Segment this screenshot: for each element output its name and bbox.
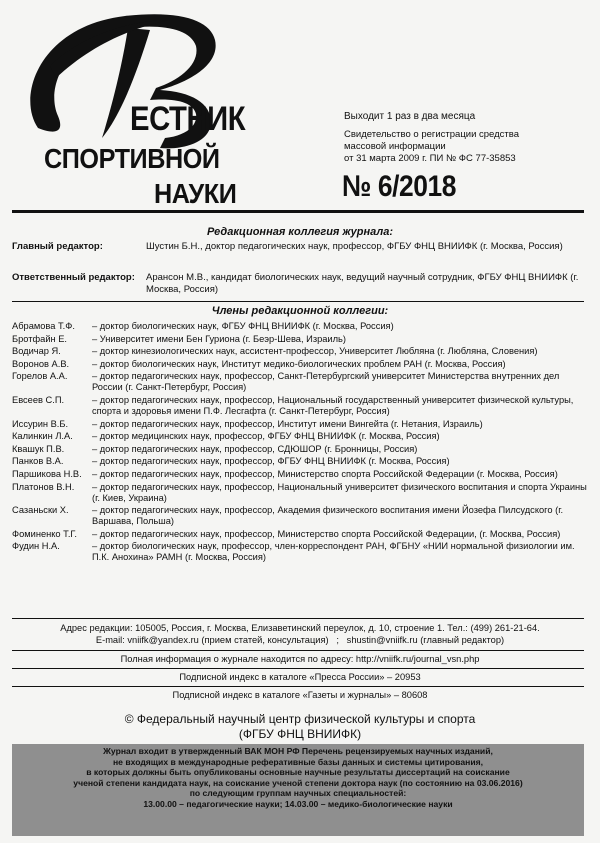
vak-line: Журнал входит в утвержденный ВАК МОН РФ Перечень рецензируемых научных изданий, (103, 746, 493, 756)
member-name: Фоминенко Т.Г. (12, 528, 77, 539)
logo-line-2: СПОРТИВНОЙ (44, 143, 220, 174)
member-affiliation: – доктор педагогических наук, профессор, Министерство спорта Российской Федерации, (г. Москва, Россия) (92, 528, 561, 539)
member-affiliation: – доктор биологических наук, Институт медико-биологических проблем РАН (г. Москва, Россия) (92, 358, 506, 369)
member-affiliation: – доктор педагогических наук, профессор, ФГБУ ФНЦ ВНИИФК (г. Москва, Россия) (92, 456, 450, 467)
member-entry (12, 346, 592, 357)
subscription-index-press-russia: Подписной индекс в каталоге «Пресса России» – 20953 (179, 672, 421, 682)
editorial-board-heading: Редакционная коллегия журнала: (206, 226, 394, 238)
vak-line: ученой степени кандидата наук, на соискание ученой степени доктора наук (по состоянию на 03.06.2016) (73, 777, 523, 788)
editorial-address: Адрес редакции: 105005, Россия, г. Москва, Елизаветинский переулок, д. 10, строение 1. Тел.: (499) 261-21-64. (60, 623, 540, 633)
copyright-line-1: © Федеральный научный центр физической культуры и спорта (124, 712, 476, 726)
copyright-block (0, 712, 600, 742)
member-affiliation: – доктор кинезиологических наук, ассистент-профессор, Университет Любляна (г. Любляна, Словения) (92, 346, 538, 357)
member-name: Евсеев С.П. (12, 394, 65, 405)
member-name: Квашук П.В. (12, 443, 65, 454)
member-entry (12, 482, 592, 504)
member-name: Абрамова Т.Ф. (12, 321, 75, 331)
board-divider (12, 301, 584, 302)
member-affiliation: – доктор педагогических наук, профессор, Национальный университет физического воспитания и спорта Украины (г. Киев, Украина) (92, 481, 587, 503)
member-name: Панков В.А. (12, 456, 64, 467)
member-name: Иссурин В.Б. (12, 418, 69, 429)
logo-line-1: ЕСТНИК (130, 100, 246, 138)
full-info-link: Полная информация о журнале находится по адресу: http://vniifk.ru/journal_vsn.php (120, 654, 480, 664)
member-name: Горелов А.А. (12, 371, 68, 382)
logo-line-3: НАУКИ (154, 178, 237, 209)
publication-frequency: Выходит 1 раз в два месяца (344, 111, 476, 122)
members-divider (12, 618, 584, 619)
executive-editor-text: Арансон М.В., кандидат биологических наук, ведущий научный сотрудник, ФГБУ ФНЦ ВНИИФК (г. Москва, Россия) (146, 272, 579, 295)
journal-logo (10, 6, 310, 209)
member-entry (12, 469, 592, 480)
subscription-index-newspapers: Подписной индекс в каталоге «Газеты и журналы» – 80608 (172, 690, 428, 700)
member-name: Паршикова Н.В. (12, 468, 82, 479)
member-entry (12, 529, 592, 540)
vak-line: 13.00.00 – педагогические науки; 14.03.00 – медико-биологические науки (143, 798, 453, 809)
member-name: Калинкин Л.А. (12, 431, 73, 442)
member-affiliation: – доктор педагогических наук, профессор, Санкт-Петербургский университет Министерства внутренних дел России (г. Санкт-Петербург, Россия) (92, 371, 560, 393)
member-affiliation: – доктор педагогических наук, профессор, Институт имени Вингейта (г. Нетания, Израиль) (92, 418, 483, 429)
member-name: Воронов А.В. (12, 358, 70, 369)
registration-certificate (344, 129, 584, 165)
member-entry (12, 334, 592, 345)
executive-editor-label: Ответственный редактор: (12, 272, 135, 283)
member-entry (12, 444, 592, 455)
member-affiliation: – доктор педагогических наук, профессор, Министерство спорта Российской Федерации (г. Москва, Россия) (92, 468, 558, 479)
editorial-address-block (0, 623, 600, 646)
members-heading: Члены редакционной коллегии: (211, 305, 389, 317)
member-affiliation: – Университет имени Бен Гуриона (г. Беэр-Шева, Израиль) (92, 333, 346, 344)
member-entry (12, 505, 592, 527)
member-affiliation: – доктор педагогических наук, профессор, Национальный государственный университет физической культуры, спорта и здоровья имени П.Ф. Лесгафта (г. Санкт-Петербург, Россия) (92, 394, 574, 416)
member-name: Водичар Я. (12, 346, 61, 357)
issue-number: № 6/2018 (342, 170, 457, 203)
vak-line: по следующим группам научных специальностей: (189, 788, 407, 798)
certificate-line: от 31 марта 2009 г. ПИ № ФС 77-35853 (344, 153, 516, 164)
member-name: Сазаньски Х. (12, 505, 69, 516)
member-entry (12, 371, 592, 393)
member-affiliation: – доктор биологических наук, профессор, член-корреспондент РАН, ФГБНУ «НИИ нормальной физиологии им. П.К. Анохина» РАМН (г. Москва, Россия) (92, 541, 575, 563)
chief-editor-text: Шустин Б.Н., доктор педагогических наук, профессор, ФГБУ ФНЦ ВНИИФК (г. Москва, Россия) (146, 241, 563, 252)
member-entry (12, 359, 592, 370)
member-entry (12, 321, 592, 332)
member-entry (12, 419, 592, 430)
member-name: Бротфайн Е. (12, 333, 68, 344)
vak-line: в которых должны быть опубликованы основные научные результаты диссертаций на соискание (86, 767, 510, 777)
member-entry (12, 431, 592, 442)
editorial-email: E-mail: vniifk@yandex.ru (прием статей, консультация) ; shustin@vniifk.ru (главный редактор) (95, 634, 505, 645)
certificate-line: массовой информации (344, 141, 446, 152)
member-affiliation: – доктор педагогических наук, профессор, СДЮШОР (г. Бронницы, Россия) (92, 443, 418, 454)
info-divider (12, 668, 584, 669)
copyright-line-2: (ФГБУ ФНЦ ВНИИФК) (238, 727, 362, 741)
member-entry (12, 395, 592, 417)
chief-editor-label: Главный редактор: (12, 241, 103, 252)
masthead-divider (12, 210, 584, 213)
certificate-line: Свидетельство о регистрации средства (344, 129, 519, 140)
member-name: Фудин Н.А. (12, 541, 60, 552)
member-affiliation: – доктор медицинских наук, профессор, ФГБУ ФНЦ ВНИИФК (г. Москва, Россия) (92, 431, 440, 442)
vak-notice (12, 744, 584, 836)
member-entry (12, 456, 592, 467)
address-divider (12, 650, 584, 651)
index-divider (12, 686, 584, 687)
member-entry (12, 541, 592, 563)
member-name: Платонов В.Н. (12, 481, 75, 492)
members-list (12, 321, 592, 565)
vak-line: не входящих в международные реферативные базы данных и системы цитирования, (112, 756, 484, 767)
member-affiliation: – доктор педагогических наук, профессор, Академия физического воспитания имени Йозефа Пилсудского (г. Варшава, Польша) (92, 505, 564, 527)
member-affiliation: – доктор биологических наук, ФГБУ ФНЦ ВНИИФК (г. Москва, Россия) (92, 321, 394, 331)
